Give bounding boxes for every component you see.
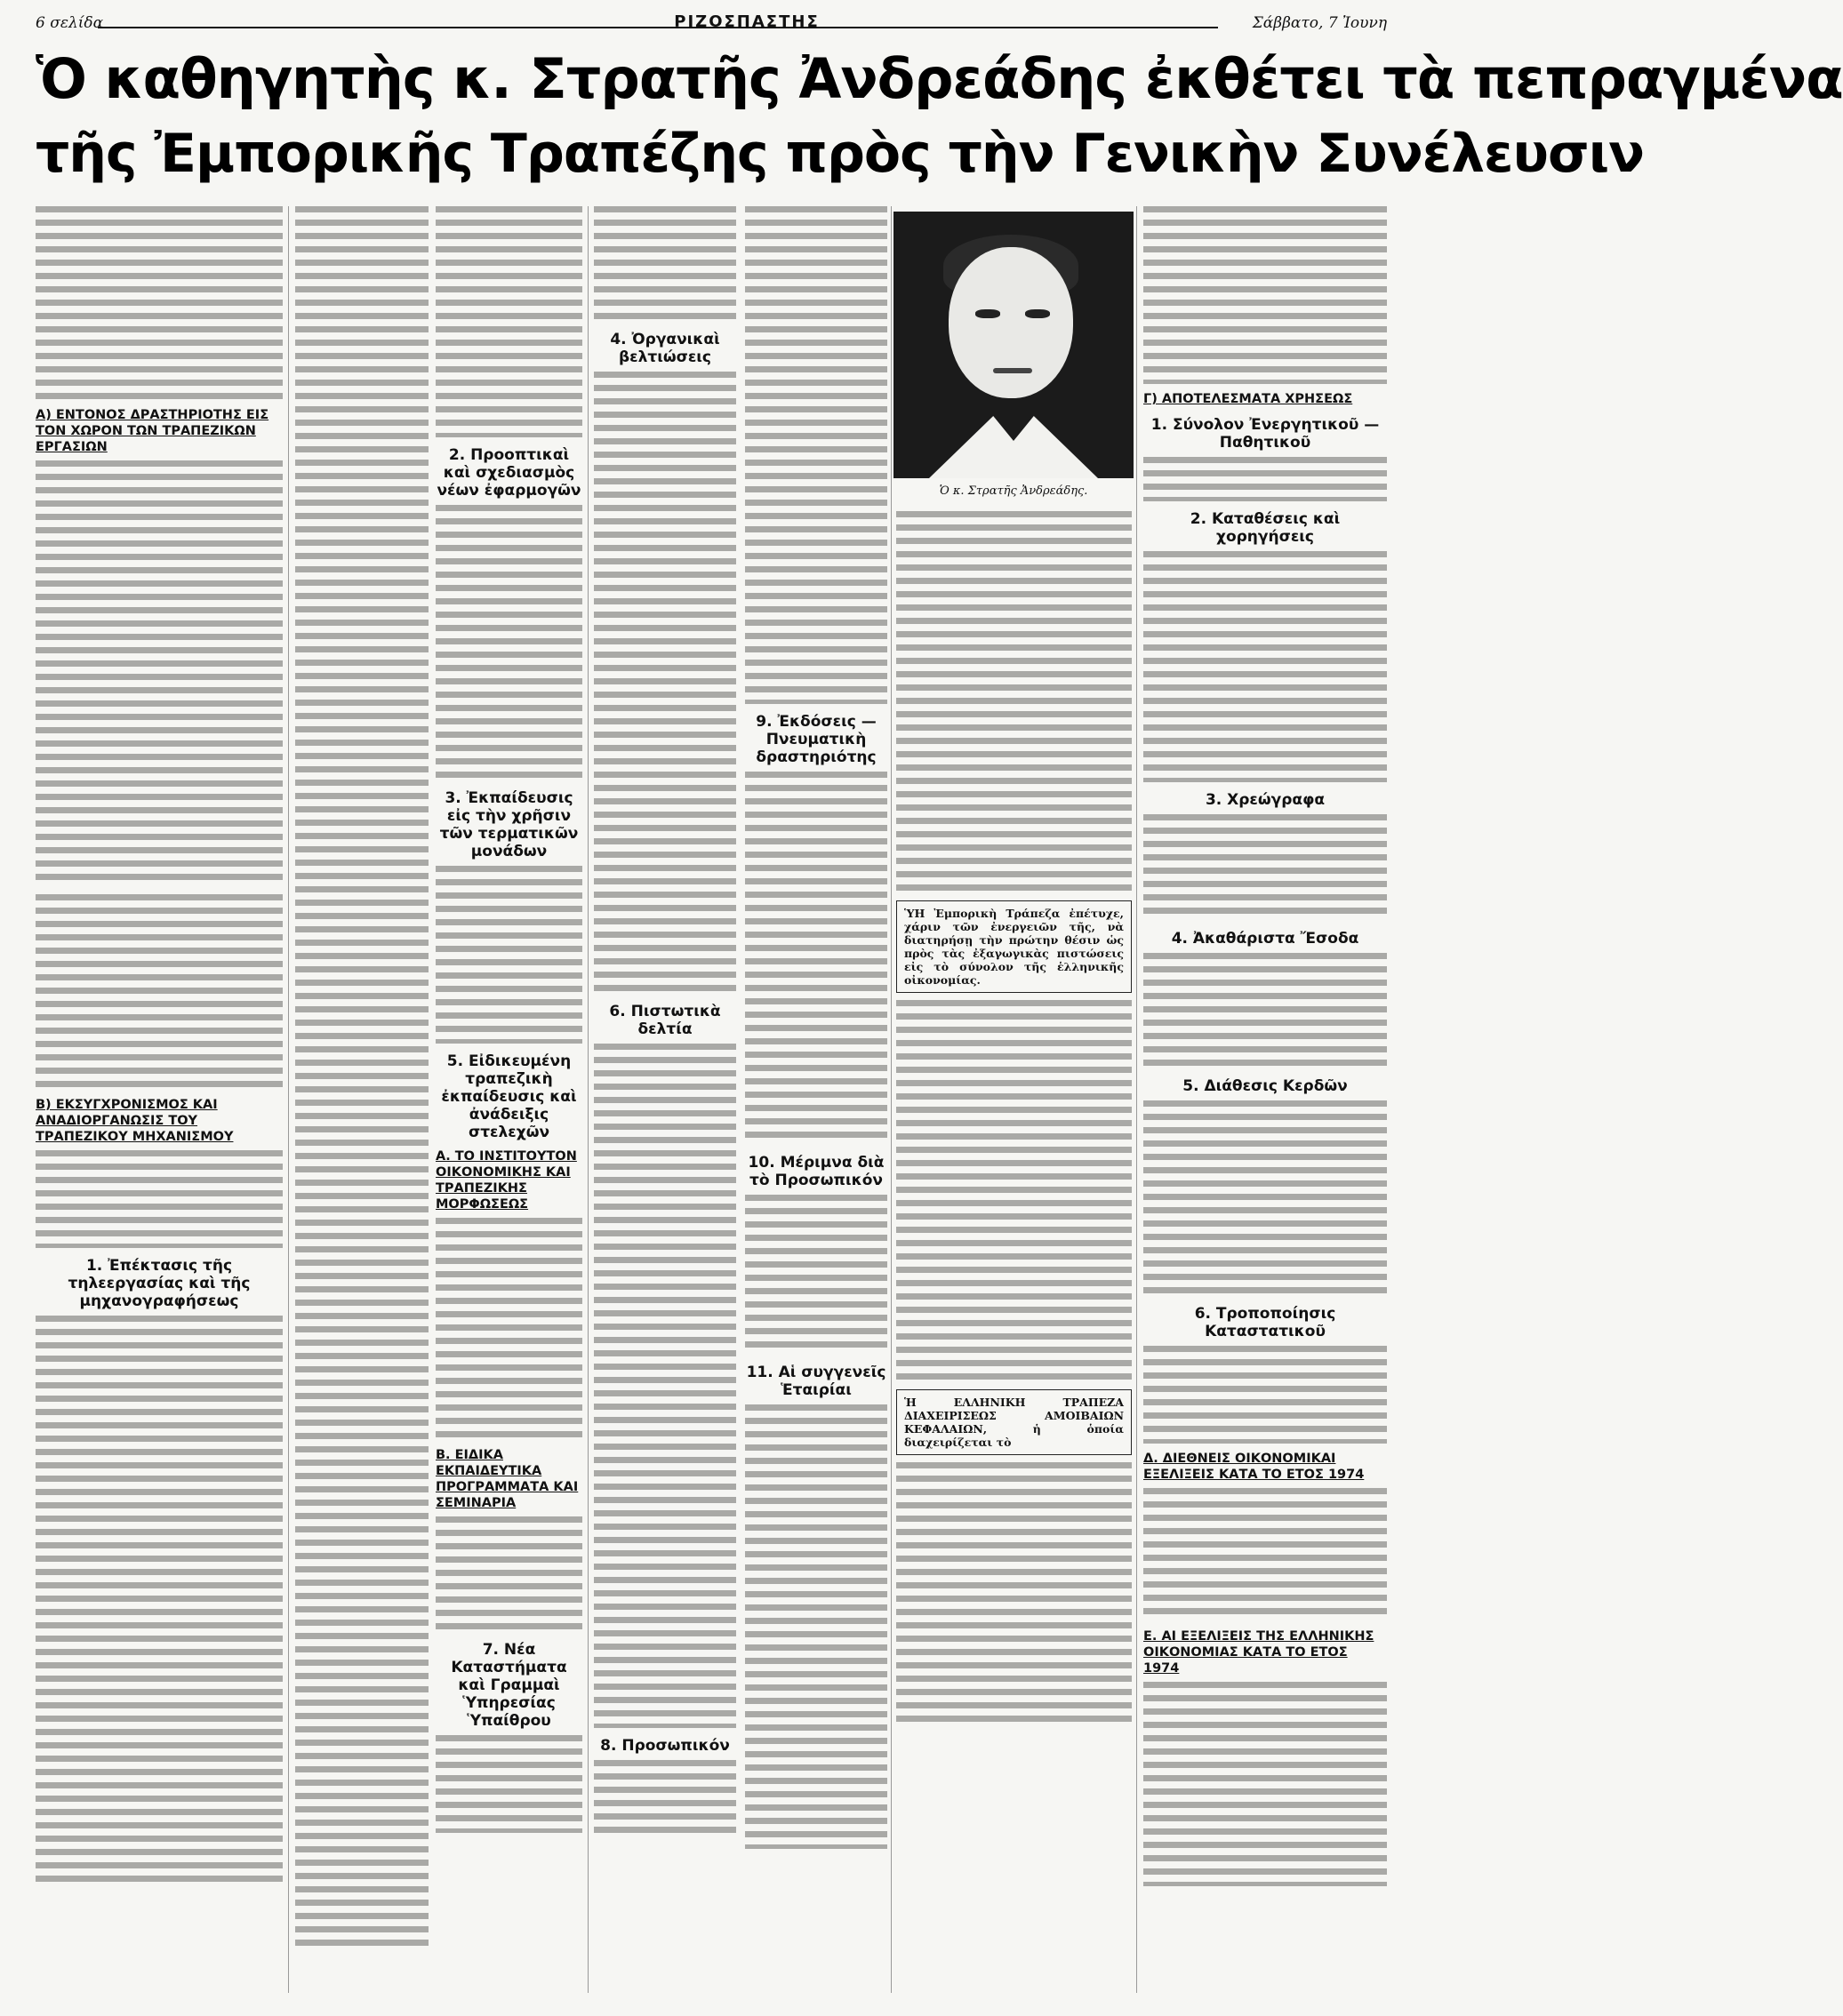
subsection-5-heading: 5. Εἰδικευμένη τραπεζικὴ ἐκπαίδευσις καὶ ἀνάδειξις στελεχῶν bbox=[441, 1052, 577, 1141]
article-paragraph bbox=[745, 206, 887, 704]
assets-liabilities-heading: 1. Σύνολον Ἐνεργητικοῦ — Παθητικοῦ bbox=[1150, 416, 1380, 452]
article-paragraph bbox=[745, 1404, 887, 1849]
highlight-box: ὙΗ Ἐμπορικὴ Τράπεζα ἐπέτυχε, χάριν τῶν ἐνεργειῶν τῆς, νὰ διατηρήσῃ τὴν πρώτην θέσιν ὡς πρὸς τὰς ἐξαγωγικὰς πιστώσεις εἰς τὸ σύνολον τῆς ἑλληνικῆς οἰκονομίας. bbox=[896, 900, 1132, 993]
article-paragraph bbox=[896, 1000, 1132, 1382]
section-a-heading: Α) ΕΝΤΟΝΟΣ ΔΡΑΣΤΗΡΙΟΤΗΣ ΕΙΣ ΤΟΝ ΧΩΡΟΝ ΤΩΝ ΤΡΑΠΕΖΙΚΩΝ ΕΡΓΑΣΙΩΝ bbox=[36, 408, 269, 454]
headline-line-1: Ὁ καθηγητὴς κ. Στρατῆς Ἀνδρεάδης ἐκθέτει τὰ πεπραγμένα bbox=[36, 46, 1843, 111]
results-heading: Γ) ΑΠΟΤΕΛΕΣΜΑΤΑ ΧΡΗΣΕΩΣ bbox=[1143, 392, 1353, 406]
column-separator bbox=[891, 206, 892, 1993]
subsection-2-heading: 2. Προοπτικαὶ καὶ σχεδιασμὸς νέων ἐφαρμογῶν bbox=[437, 446, 581, 500]
header-rule-right bbox=[862, 27, 1209, 28]
highlight-box: Ἡ ΕΛΛΗΝΙΚΗ ΤΡΑΠΕΖΑ ΔΙΑΧΕΙΡΙΣΕΩΣ ΑΜΟΙΒΑΙΩΝ ΚΕΦΑΛΑΙΩΝ, ἡ ὁποία διαχειρίζεται τὸ bbox=[896, 1389, 1132, 1455]
column-separator bbox=[1136, 206, 1137, 1993]
article-paragraph bbox=[1143, 953, 1387, 1068]
article-paragraph bbox=[1143, 457, 1387, 501]
photo-eye bbox=[975, 309, 1000, 318]
column-4 bbox=[594, 206, 736, 1993]
subsection-1-heading: 1. Ἐπέκτασις τῆς τηλεεργασίας καὶ τῆς μηχανογραφήσεως bbox=[68, 1257, 251, 1310]
article-paragraph bbox=[745, 1195, 887, 1355]
article-paragraph bbox=[1143, 1100, 1387, 1296]
column-6 bbox=[1143, 206, 1387, 1993]
column-1 bbox=[36, 206, 283, 1993]
article-paragraph bbox=[436, 505, 582, 780]
article-paragraph bbox=[594, 1760, 736, 1840]
article-paragraph bbox=[594, 1044, 736, 1728]
headline-line-2: τῆς Ἐμπορικῆς Τραπέζης πρὸς τὴν Γενικὴν Συνέλευσιν bbox=[36, 123, 1644, 185]
article-paragraph bbox=[295, 206, 429, 1948]
securities-heading: 3. Χρεώγραφα bbox=[1205, 791, 1326, 809]
page-number: 6 σελίδα bbox=[36, 14, 104, 32]
profit-distribution-heading: 5. Διάθεσις Κερδῶν bbox=[1182, 1077, 1348, 1095]
article-paragraph bbox=[1143, 206, 1387, 384]
issue-date: Σάββατο, 7 Ἰουνη bbox=[1252, 14, 1387, 32]
subsection-3-heading: 3. Ἐκπαίδευσις εἰς τὴν χρῆσιν τῶν τερματικῶν μονάδων bbox=[439, 789, 579, 860]
photo-mouth bbox=[993, 368, 1032, 373]
article-paragraph bbox=[1143, 551, 1387, 782]
column-2 bbox=[295, 206, 429, 1993]
portrait-photo bbox=[893, 212, 1134, 478]
subsection-7-heading: 7. Νέα Καταστήματα καὶ Γραμμαὶ Ὑπηρεσίας Ὑπαίθρου bbox=[451, 1641, 567, 1730]
article-paragraph bbox=[745, 772, 887, 1145]
statute-amendment-heading: 6. Τροποποίησις Καταστατικοῦ bbox=[1194, 1305, 1336, 1340]
article-paragraph bbox=[436, 1218, 582, 1440]
deposits-loans-heading: 2. Καταθέσεις καὶ χορηγήσεις bbox=[1190, 510, 1341, 546]
article-paragraph bbox=[896, 511, 1132, 893]
article-paragraph bbox=[436, 206, 582, 437]
subsection-4-heading: 4. Ὀργανικαὶ βελτιώσεις bbox=[610, 331, 720, 366]
international-developments-heading: Δ. ΔΙΕΘΝΕΙΣ ΟΙΚΟΝΟΜΙΚΑΙ ΕΞΕΛΙΞΕΙΣ ΚΑΤΑ ΤΟ ΕΤΟΣ 1974 bbox=[1143, 1452, 1365, 1482]
column-separator bbox=[288, 206, 289, 1993]
section-alpha-heading: Α. ΤΟ ΙΝΣΤΙΤΟΥΤΟΝ ΟΙΚΟΝΟΜΙΚΗΣ ΚΑΙ ΤΡΑΠΕΖΙΚΗΣ ΜΟΡΦΩΣΕΩΣ bbox=[436, 1149, 577, 1212]
photo-face bbox=[949, 247, 1073, 398]
page-header bbox=[36, 12, 1387, 37]
section-b-heading: Β) ΕΚΣΥΓΧΡΟΝΙΣΜΟΣ ΚΑΙ ΑΝΑΔΙΟΡΓΑΝΩΣΙΣ ΤΟΥ ΤΡΑΠΕΖΙΚΟΥ ΜΗΧΑΝΙΣΜΟΥ bbox=[36, 1098, 234, 1144]
photo-eye bbox=[1025, 309, 1050, 318]
article-paragraph bbox=[436, 866, 582, 1044]
article-paragraph bbox=[594, 372, 736, 994]
article-paragraph bbox=[36, 894, 283, 1090]
subsection-10-heading: 10. Μέριμνα διὰ τὸ Προσωπικόν bbox=[748, 1154, 885, 1189]
article-paragraph bbox=[1143, 1346, 1387, 1444]
article-paragraph bbox=[1143, 1682, 1387, 1886]
article-paragraph bbox=[436, 1516, 582, 1632]
column-3 bbox=[436, 206, 582, 1993]
column-5 bbox=[745, 206, 887, 1993]
article-paragraph bbox=[1143, 814, 1387, 921]
article-paragraph bbox=[36, 1316, 283, 1884]
greek-economy-heading: Ε. ΑΙ ΕΞΕΛΙΞΕΙΣ ΤΗΣ ΕΛΛΗΝΙΚΗΣ ΟΙΚΟΝΟΜΙΑΣ ΚΑΤΑ ΤΟ ΕΤΟΣ 1974 bbox=[1143, 1629, 1374, 1676]
article-paragraph bbox=[1143, 1488, 1387, 1621]
subsection-8-heading: 8. Προσωπικόν bbox=[600, 1737, 730, 1755]
photo-caption: Ὁ κ. Στρατῆς Ἀνδρεάδης. bbox=[939, 484, 1088, 498]
article-paragraph bbox=[436, 1735, 582, 1833]
column-5b bbox=[896, 511, 1132, 1996]
column-separator bbox=[588, 206, 589, 1993]
newspaper-name: ΡΙΖΟΣΠΑΣΤΗΣ bbox=[674, 12, 820, 31]
gross-income-heading: 4. Ἀκαθάριστα Ἔσοδα bbox=[1171, 930, 1359, 948]
article-paragraph bbox=[594, 206, 736, 322]
article-paragraph bbox=[36, 460, 283, 887]
section-beta-heading: Β. ΕΙΔΙΚΑ ΕΚΠΑΙΔΕΥΤΙΚΑ ΠΡΟΓΡΑΜΜΑΤΑ ΚΑΙ ΣΕΜΙΝΑΡΙΑ bbox=[436, 1448, 579, 1510]
article-paragraph bbox=[36, 1150, 283, 1248]
photo-collar bbox=[929, 416, 1098, 478]
subsection-9-heading: 9. Ἐκδόσεις — Πνευματικὴ δραστηριότης bbox=[756, 713, 877, 766]
article-paragraph bbox=[896, 1462, 1132, 1729]
intro-paragraph bbox=[36, 206, 283, 400]
subsection-6-heading: 6. Πιστωτικὰ δελτία bbox=[609, 1003, 721, 1038]
subsection-11-heading: 11. Αἱ συγγενεῖς Ἑταιρίαι bbox=[746, 1364, 886, 1399]
